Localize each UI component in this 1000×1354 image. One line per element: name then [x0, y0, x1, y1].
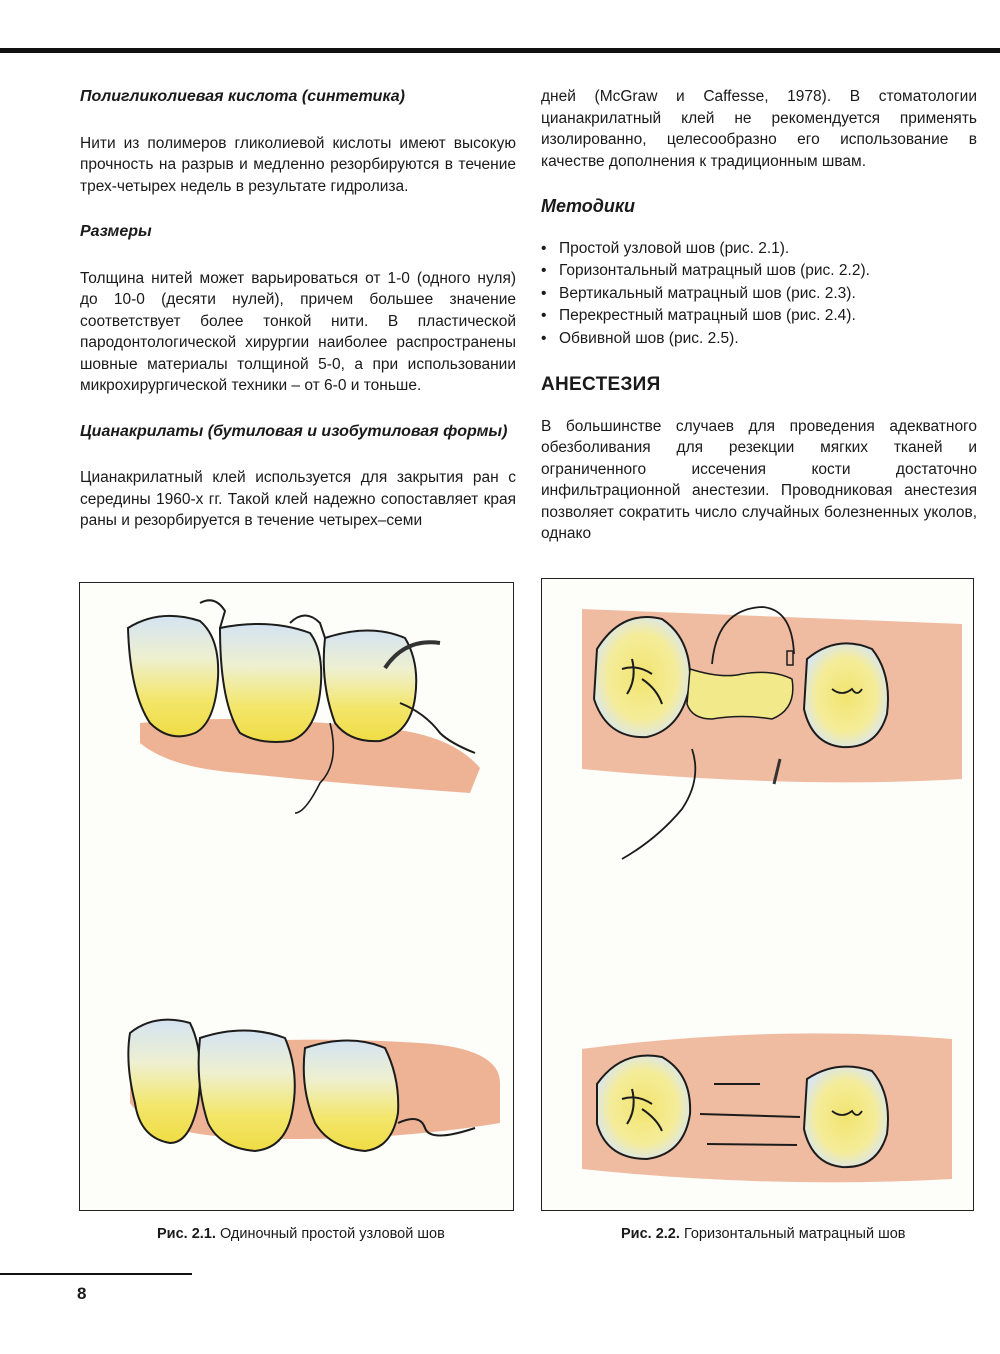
figure-2-1-caption	[157, 1226, 445, 1242]
heading-anesthesia: АНЕСТЕЗИЯ	[541, 374, 661, 395]
list-item: • Простой узловой шов (рис. 2.1).	[541, 238, 977, 261]
heading-sizes: Размеры	[80, 223, 152, 240]
list-item: • Обвивной шов (рис. 2.5).	[541, 328, 977, 351]
figure-2-2-label: Рис. 2.2.	[621, 1226, 680, 1242]
simple-interrupted-suture-illustration	[80, 583, 513, 1210]
para-continuation: дней (McGraw и Caffesse, 1978). В стоматологии цианакрилатный клей не рекомендуется применять изолированно, целесообразно его использование в качестве дополнения к традиционным швам.	[541, 88, 977, 170]
figure-2-2-text: Горизонтальный матрацный шов	[683, 1226, 906, 1242]
methods-list	[541, 238, 977, 351]
list-item: • Горизонтальный матрацный шов (рис. 2.2).	[541, 260, 977, 283]
list-item: • Вертикальный матрацный шов (рис. 2.3).	[541, 283, 977, 306]
heading-methods: Методики	[541, 196, 636, 216]
figure-2-2-caption	[621, 1226, 905, 1242]
right-column	[541, 86, 977, 569]
top-rule	[0, 48, 1000, 53]
left-column	[80, 86, 516, 556]
page-number: 8	[77, 1284, 87, 1303]
figure-2-2	[541, 578, 974, 1211]
para-anesthesia: В большинстве случаев для проведения адекватного обезболивания для резекции мягких тканей и ограниченного иссечения кости достаточно инфильтрационной анестезии. Проводниковая анестезия позволяет сократить число случайных болезненных уколов, однако	[541, 417, 977, 542]
figure-2-1-label: Рис. 2.1.	[157, 1226, 216, 1242]
heading-cyanoacrylates: Цианакрилаты (бутиловая и изобутиловая формы)	[80, 422, 508, 440]
para-sizes: Толщина нитей может варьироваться от 1-0 (одного нуля) до 10-0 (десяти нулей), причем большее значение соответствует более тонкой нити. В пластической пародонтологической хирургии наиболее распространены шовные материалы толщиной 5-0, а при использовании микрохирургической техники – от 6-0 и тоньше.	[80, 269, 516, 394]
figure-2-1-text: Одиночный простой узловой шов	[219, 1226, 445, 1242]
para-pga: Нити из полимеров гликолиевой кислоты имеют высокую прочность на разрыв и медленно резорбируются в течение трех-четырех недель в результате гидролиза.	[80, 134, 516, 195]
para-cyanoacrylates: Цианакрилатный клей используется для закрытия ран с середины 1960-х гг. Такой клей надежно сопоставляет края раны и резорбируется в течение четырех–семи	[80, 469, 516, 529]
list-item: • Перекрестный матрацный шов (рис. 2.4).	[541, 305, 977, 328]
figure-2-1	[79, 582, 514, 1211]
bottom-rule	[0, 1273, 192, 1275]
horizontal-mattress-suture-illustration	[542, 579, 973, 1210]
heading-pga: Полигликолиевая кислота (синтетика)	[80, 88, 405, 105]
